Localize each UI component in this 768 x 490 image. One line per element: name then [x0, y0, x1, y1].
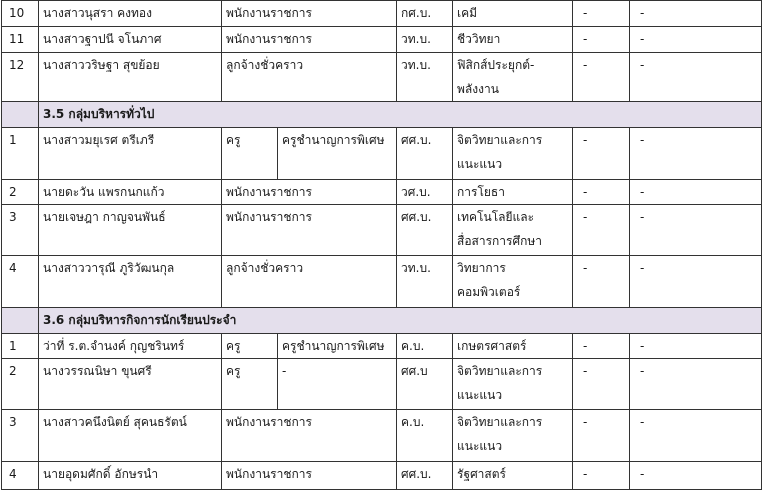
academic-rank: - — [278, 359, 397, 410]
row-number: 10 — [2, 1, 39, 27]
col7-value: - — [573, 27, 630, 53]
col7-value: - — [573, 180, 630, 205]
row-number: 4 — [2, 462, 39, 490]
row-number: 2 — [2, 359, 39, 410]
position: พนักงานราชการ — [222, 27, 397, 53]
major: การโยธา — [453, 180, 573, 205]
person-name: นางสาวฐาปนี จโนภาศ — [39, 27, 222, 53]
table-row — [2, 410, 762, 462]
col8-value: - — [630, 462, 762, 490]
row-number: 1 — [2, 334, 39, 359]
col7-value: - — [573, 359, 630, 410]
major: จิตวิทยาและการแนะแนว — [453, 128, 573, 180]
row-number: 3 — [2, 205, 39, 256]
col7-value: - — [573, 128, 630, 180]
col8-value: - — [630, 205, 762, 256]
degree: ศศ.บ. — [397, 205, 453, 256]
position: ลูกจ้างชั่วคราว — [222, 256, 397, 308]
major: ฟิสิกส์ประยุกต์-พลังงาน — [453, 53, 573, 102]
section-header-row — [2, 308, 762, 334]
table-row — [2, 128, 762, 180]
col8-value: - — [630, 410, 762, 462]
major: วิทยาการคอมพิวเตอร์ — [453, 256, 573, 308]
col7-value: - — [573, 334, 630, 359]
position: ครู — [222, 334, 278, 359]
row-number: 12 — [2, 53, 39, 102]
table-row — [2, 53, 762, 102]
col7-value: - — [573, 410, 630, 462]
degree: วท.บ. — [397, 53, 453, 102]
major: เกษตรศาสตร์ — [453, 334, 573, 359]
academic-rank: ครูชำนาญการพิเศษ — [278, 128, 397, 180]
major: เคมี — [453, 1, 573, 27]
person-name: นายดะวัน แพรกนกแก้ว — [39, 180, 222, 205]
major: จิตวิทยาและการแนะแนว — [453, 359, 573, 410]
person-name: นายอุดมศักดิ์ อักษรนำ — [39, 462, 222, 490]
position: พนักงานราชการ — [222, 180, 397, 205]
col8-value: - — [630, 53, 762, 102]
section-blank-cell — [2, 102, 39, 128]
col8-value: - — [630, 256, 762, 308]
person-name: ว่าที่ ร.ต.จำนงค์ กุญชรินทร์ — [39, 334, 222, 359]
row-number: 4 — [2, 256, 39, 308]
section-header-row — [2, 102, 762, 128]
table-row — [2, 462, 762, 490]
major: ชีววิทยา — [453, 27, 573, 53]
table-row — [2, 359, 762, 410]
major: รัฐศาสตร์ — [453, 462, 573, 490]
table-row — [2, 334, 762, 359]
row-number: 2 — [2, 180, 39, 205]
position: พนักงานราชการ — [222, 410, 397, 462]
position: ลูกจ้างชั่วคราว — [222, 53, 397, 102]
degree: ค.บ. — [397, 334, 453, 359]
degree: ศศ.บ. — [397, 128, 453, 180]
col7-value: - — [573, 462, 630, 490]
person-name: นางวรรณนิษา ขุนศรี — [39, 359, 222, 410]
degree: ศศ.บ. — [397, 462, 453, 490]
major: เทคโนโลยีและสื่อสารการศึกษา — [453, 205, 573, 256]
section-title: 3.6 กลุ่มบริหารกิจการนักเรียนประจำ — [39, 308, 762, 334]
degree: กศ.บ. — [397, 1, 453, 27]
table-row — [2, 27, 762, 53]
table-row — [2, 180, 762, 205]
table-row — [2, 205, 762, 256]
position: พนักงานราชการ — [222, 1, 397, 27]
col7-value: - — [573, 256, 630, 308]
staff-table-body — [2, 1, 762, 490]
col8-value: - — [630, 128, 762, 180]
degree: ค.บ. — [397, 410, 453, 462]
person-name: นางสาวคนึงนิตย์ สุคนธรัตน์ — [39, 410, 222, 462]
col7-value: - — [573, 53, 630, 102]
person-name: นางสาวมยุเรศ ตรีเภรี — [39, 128, 222, 180]
position: พนักงานราชการ — [222, 205, 397, 256]
section-title: 3.5 กลุ่มบริหารทั่วไป — [39, 102, 762, 128]
position: พนักงานราชการ — [222, 462, 397, 490]
major: จิตวิทยาและการแนะแนว — [453, 410, 573, 462]
academic-rank: ครูชำนาญการพิเศษ — [278, 334, 397, 359]
col7-value: - — [573, 1, 630, 27]
person-name: นางสาววารุณี ภูริวัฒนกุล — [39, 256, 222, 308]
col7-value: - — [573, 205, 630, 256]
col8-value: - — [630, 334, 762, 359]
row-number: 3 — [2, 410, 39, 462]
table-row — [2, 256, 762, 308]
person-name: นางสาววริษฐา สุขย้อย — [39, 53, 222, 102]
table-row — [2, 1, 762, 27]
row-number: 11 — [2, 27, 39, 53]
col8-value: - — [630, 180, 762, 205]
person-name: นายเจษฎา กาญจนพันธ์ — [39, 205, 222, 256]
position: ครู — [222, 128, 278, 180]
position: ครู — [222, 359, 278, 410]
degree: วศ.บ. — [397, 180, 453, 205]
degree: วท.บ. — [397, 256, 453, 308]
person-name: นางสาวนุสรา คงทอง — [39, 1, 222, 27]
degree: วท.บ. — [397, 27, 453, 53]
section-blank-cell — [2, 308, 39, 334]
col8-value: - — [630, 359, 762, 410]
col8-value: - — [630, 1, 762, 27]
row-number: 1 — [2, 128, 39, 180]
col8-value: - — [630, 27, 762, 53]
degree: ศศ.บ — [397, 359, 453, 410]
